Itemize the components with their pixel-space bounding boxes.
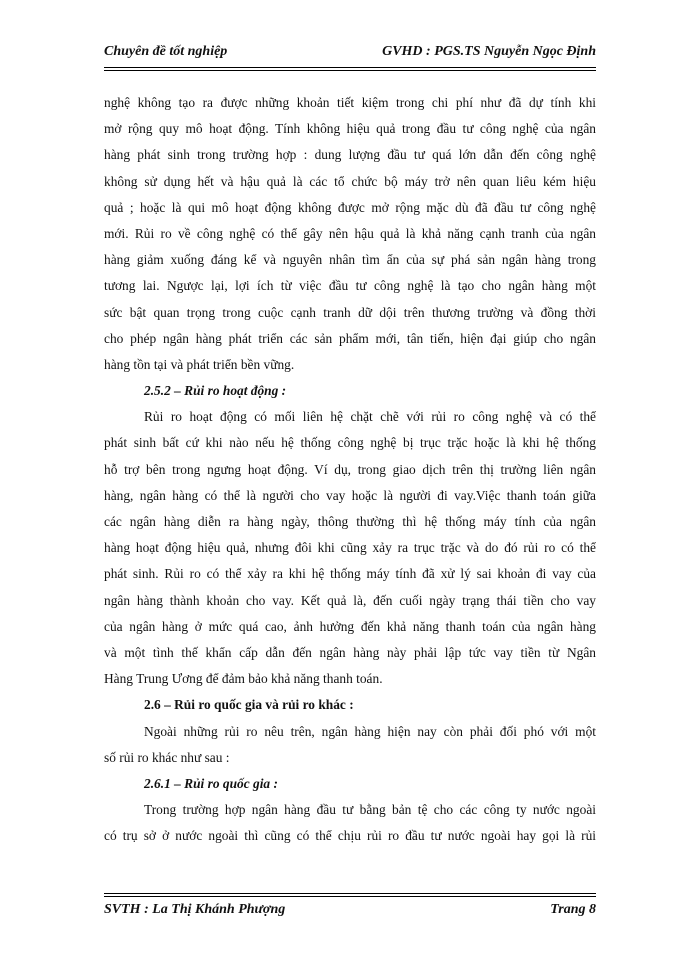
header-divider — [104, 67, 596, 71]
section-heading-2-6: 2.6 – Rủi ro quốc gia và rủi ro khác : — [144, 697, 354, 713]
text-line: Ngoài những rủi ro nêu trên, ngân hàng hiện nay còn phải đối phó với một — [144, 723, 596, 739]
page-header — [104, 44, 596, 64]
document-body — [104, 90, 596, 849]
header-advisor: GVHD : PGS.TS Nguyễn Ngọc Định — [382, 44, 596, 59]
page-footer — [104, 902, 596, 922]
section-heading-2-6-1: 2.6.1 – Rủi ro quốc gia : — [144, 775, 278, 791]
text-line: các ngân hàng diễn ra hàng ngày, thông thường thì hệ thống máy tính của ngân — [104, 514, 596, 529]
text-line: Hàng Trung Ương để đảm bảo khả năng thanh toán. — [104, 671, 383, 687]
footer-divider — [104, 893, 596, 897]
text-line: phát sinh. Rủi ro có thể xảy ra khi hệ thống máy tính đã xử lý sai khoản đi vay của — [104, 566, 596, 582]
text-line: hàng tồn tại và phát triển bền vững. — [104, 356, 295, 372]
text-line: hàng hoạt động hiệu quả, nhưng đôi khi cũng xảy ra trục trặc và do đó rủi ro có thể — [104, 540, 596, 556]
text-line: Trong trường hợp ngân hàng đầu tư bằng bản tệ cho các công ty nước ngoài — [144, 802, 596, 818]
text-line: ngân hàng thành khoản cho vay. Kết quả là, đến cuối ngày trạng thái tiền cho vay — [104, 592, 596, 608]
header-document-title: Chuyên đề tốt nghiệp — [104, 44, 228, 59]
text-line: sức bật quan trọng trong cuộc cạnh tranh dữ dội trên thương trường và đồng thời — [104, 304, 596, 320]
text-line: có trụ sở ở nước ngoài thì cũng có thể chịu rủi ro đầu tư nước ngoài hay gọi là rủi — [104, 828, 596, 844]
text-line: nghệ không tạo ra được những khoản tiết kiệm trong chi phí như đã dự tính khi — [104, 95, 596, 110]
footer-author: SVTH : La Thị Khánh Phượng — [104, 902, 286, 917]
page-number: Trang 8 — [550, 902, 596, 917]
text-line: tương lai. Ngược lại, lợi ích từ việc đầu tư công nghệ là tạo cho ngân hàng một — [104, 278, 596, 294]
text-line: cho phép ngân hàng phát triển các sản phẩm mới, tân tiến, hiện đại giúp cho ngân — [104, 330, 596, 346]
section-heading-2-5-2: 2.5.2 – Rủi ro hoạt động : — [144, 383, 287, 399]
text-line: hàng giảm xuống đáng kể và nguyên nhân tìm ẩn của sự phá sản ngân hàng trong — [104, 252, 596, 268]
text-line: hàng phát sinh trong trường hợp : dung lượng đầu tư quá lớn dẫn đến công nghệ — [104, 147, 596, 163]
text-line: không sử dụng hết và hậu quả là các tổ chức bộ máy trở nên quan liêu kém hiệu — [104, 173, 596, 189]
text-line: mới. Rủi ro về công nghệ có thể gây nên hậu quả là khả năng cạnh tranh của ngân — [104, 225, 596, 241]
text-line: hỗ trợ bên trong ngưng hoạt động. Ví dụ, trong giao dịch trên thị trường liên ngân — [104, 461, 596, 477]
text-line: và một tình thế khẩn cấp dẫn đến ngân hàng này phải lập tức vay tiền từ Ngân — [104, 644, 596, 660]
text-line: số rủi ro khác như sau : — [104, 749, 230, 765]
text-line: mở rộng quy mô hoạt động. Tính không hiệu quả trong đầu tư công nghệ của ngân — [104, 121, 596, 137]
text-line: hàng, ngân hàng có thể là người cho vay hoặc là người đi vay.Việc thanh toán giữa — [104, 487, 596, 503]
text-line: Rủi ro hoạt động có mối liên hệ chặt chẽ với rủi ro công nghệ và có thể — [144, 409, 596, 425]
text-line: của ngân hàng ở mức quá cao, ảnh hưởng đến khả năng thanh toán của ngân hàng — [104, 618, 596, 634]
text-line: quả ; hoặc là qui mô hoạt động không được mở rộng mặc dù đã đầu tư công nghệ — [104, 199, 596, 215]
text-line: phát sinh bất cứ khi nào nếu hệ thống công nghệ bị trục trặc hoặc là khi hệ thống — [104, 435, 596, 451]
